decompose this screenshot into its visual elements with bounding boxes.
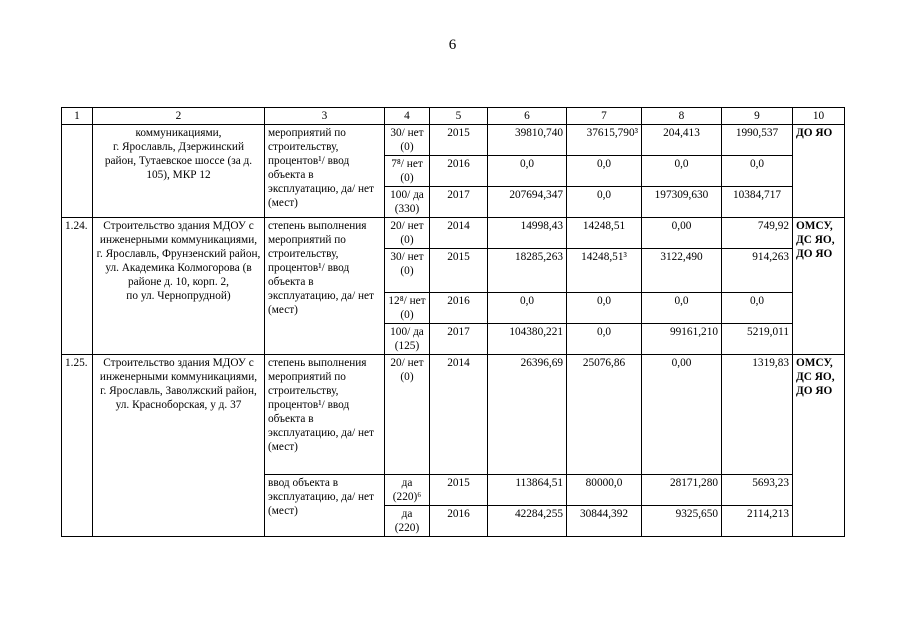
header-cell: 5 <box>430 108 488 125</box>
header-cell: 2 <box>93 108 265 125</box>
table-row <box>62 125 845 156</box>
year-cell: 2017 <box>430 324 488 355</box>
local-amount: 5693,23 <box>722 475 793 506</box>
federal-amount: 0,0 <box>567 187 642 218</box>
federal-amount: 0,0 <box>567 324 642 355</box>
total-amount: 104380,221 <box>488 324 567 355</box>
page-number: 6 <box>448 37 457 53</box>
header-cell: 7 <box>567 108 642 125</box>
header-cell: 9 <box>722 108 793 125</box>
indicator-description: степень выполнения мероприятий по строительству, процентов¹/ ввод объекта в эксплуатацию, да/ нет (мест) <box>265 355 385 475</box>
regional-amount: 0,0 <box>642 156 722 187</box>
total-amount: 207694,347 <box>488 187 567 218</box>
indicator-value: 20/ нет (0) <box>385 355 430 475</box>
federal-amount: 14248,51³ <box>567 249 642 293</box>
header-cell: 3 <box>265 108 385 125</box>
federal-amount: 0,0 <box>567 293 642 324</box>
year-cell: 2014 <box>430 355 488 475</box>
regional-amount: 0,00 <box>642 218 722 249</box>
total-amount: 26396,69 <box>488 355 567 475</box>
federal-amount: 30844,392 <box>567 506 642 537</box>
local-amount: 5219,011 <box>722 324 793 355</box>
indicator-description: мероприятий по строительству, процентов¹/ ввод объекта в эксплуатацию, да/ нет (мест) <box>265 125 385 218</box>
indicator-value: 12⁸/ нет (0) <box>385 293 430 324</box>
federal-amount: 37615,790³ <box>567 125 642 156</box>
local-amount: 1319,83 <box>722 355 793 475</box>
federal-amount: 80000,0 <box>567 475 642 506</box>
indicator-description: ввод объекта в эксплуатацию, да/ нет (мест) <box>265 475 385 537</box>
item-number <box>62 125 93 218</box>
total-amount: 39810,740 <box>488 125 567 156</box>
year-cell: 2015 <box>430 475 488 506</box>
year-cell: 2014 <box>430 218 488 249</box>
year-cell: 2015 <box>430 125 488 156</box>
year-cell: 2017 <box>430 187 488 218</box>
header-cell: 10 <box>793 108 845 125</box>
year-cell: 2016 <box>430 293 488 324</box>
indicator-value: 30/ нет (0) <box>385 125 430 156</box>
object-description: коммуникациями, г. Ярославль, Дзержинский район, Тутаевское шоссе (за д. 105), МКР 12 <box>93 125 265 218</box>
regional-amount: 0,0 <box>642 293 722 324</box>
indicator-value: да (220)⁶ <box>385 475 430 506</box>
object-description: Строительство здания МДОУ с инженерными коммуникациями, г. Ярославль, Заволжский район, ул. Красноборская, у д. 37 <box>93 355 265 537</box>
regional-amount: 197309,630 <box>642 187 722 218</box>
indicator-description: степень выполнения мероприятий по строительству, процентов¹/ ввод объекта в эксплуатацию, да/ нет (мест) <box>265 218 385 355</box>
local-amount: 2114,213 <box>722 506 793 537</box>
program-table <box>61 107 845 537</box>
total-amount: 0,0 <box>488 156 567 187</box>
header-row <box>62 108 845 125</box>
executor: ДО ЯО <box>793 125 845 218</box>
local-amount: 10384,717 <box>722 187 793 218</box>
local-amount: 0,0 <box>722 293 793 324</box>
indicator-value: 20/ нет (0) <box>385 218 430 249</box>
total-amount: 14998,43 <box>488 218 567 249</box>
regional-amount: 28171,280 <box>642 475 722 506</box>
indicator-value: 100/ да (125) <box>385 324 430 355</box>
indicator-value: 7⁸/ нет (0) <box>385 156 430 187</box>
total-amount: 18285,263 <box>488 249 567 293</box>
total-amount: 42284,255 <box>488 506 567 537</box>
total-amount: 113864,51 <box>488 475 567 506</box>
item-number: 1.25. <box>62 355 93 537</box>
indicator-value: 100/ да (330) <box>385 187 430 218</box>
federal-amount: 25076,86 <box>567 355 642 475</box>
year-cell: 2016 <box>430 156 488 187</box>
object-description: Строительство здания МДОУ с инженерными коммуникациями, г. Ярославль, Фрунзенский район, ул. Академика Колмогорова (в районе д. 10, корп. 2, по ул. Чернопрудной) <box>93 218 265 355</box>
item-number: 1.24. <box>62 218 93 355</box>
indicator-value: да (220) <box>385 506 430 537</box>
year-cell: 2016 <box>430 506 488 537</box>
total-amount: 0,0 <box>488 293 567 324</box>
regional-amount: 9325,650 <box>642 506 722 537</box>
header-cell: 1 <box>62 108 93 125</box>
local-amount: 914,263 <box>722 249 793 293</box>
executor: ОМСУ, ДС ЯО, ДО ЯО <box>793 218 845 355</box>
regional-amount: 3122,490 <box>642 249 722 293</box>
header-cell: 8 <box>642 108 722 125</box>
regional-amount: 204,413 <box>642 125 722 156</box>
header-cell: 4 <box>385 108 430 125</box>
header-cell: 6 <box>488 108 567 125</box>
local-amount: 1990,537 <box>722 125 793 156</box>
federal-amount: 14248,51 <box>567 218 642 249</box>
executor: ОМСУ, ДС ЯО, ДО ЯО <box>793 355 845 537</box>
table-row <box>62 355 845 475</box>
federal-amount: 0,0 <box>567 156 642 187</box>
year-cell: 2015 <box>430 249 488 293</box>
local-amount: 0,0 <box>722 156 793 187</box>
indicator-value: 30/ нет (0) <box>385 249 430 293</box>
table-row <box>62 218 845 249</box>
regional-amount: 0,00 <box>642 355 722 475</box>
local-amount: 749,92 <box>722 218 793 249</box>
regional-amount: 99161,210 <box>642 324 722 355</box>
